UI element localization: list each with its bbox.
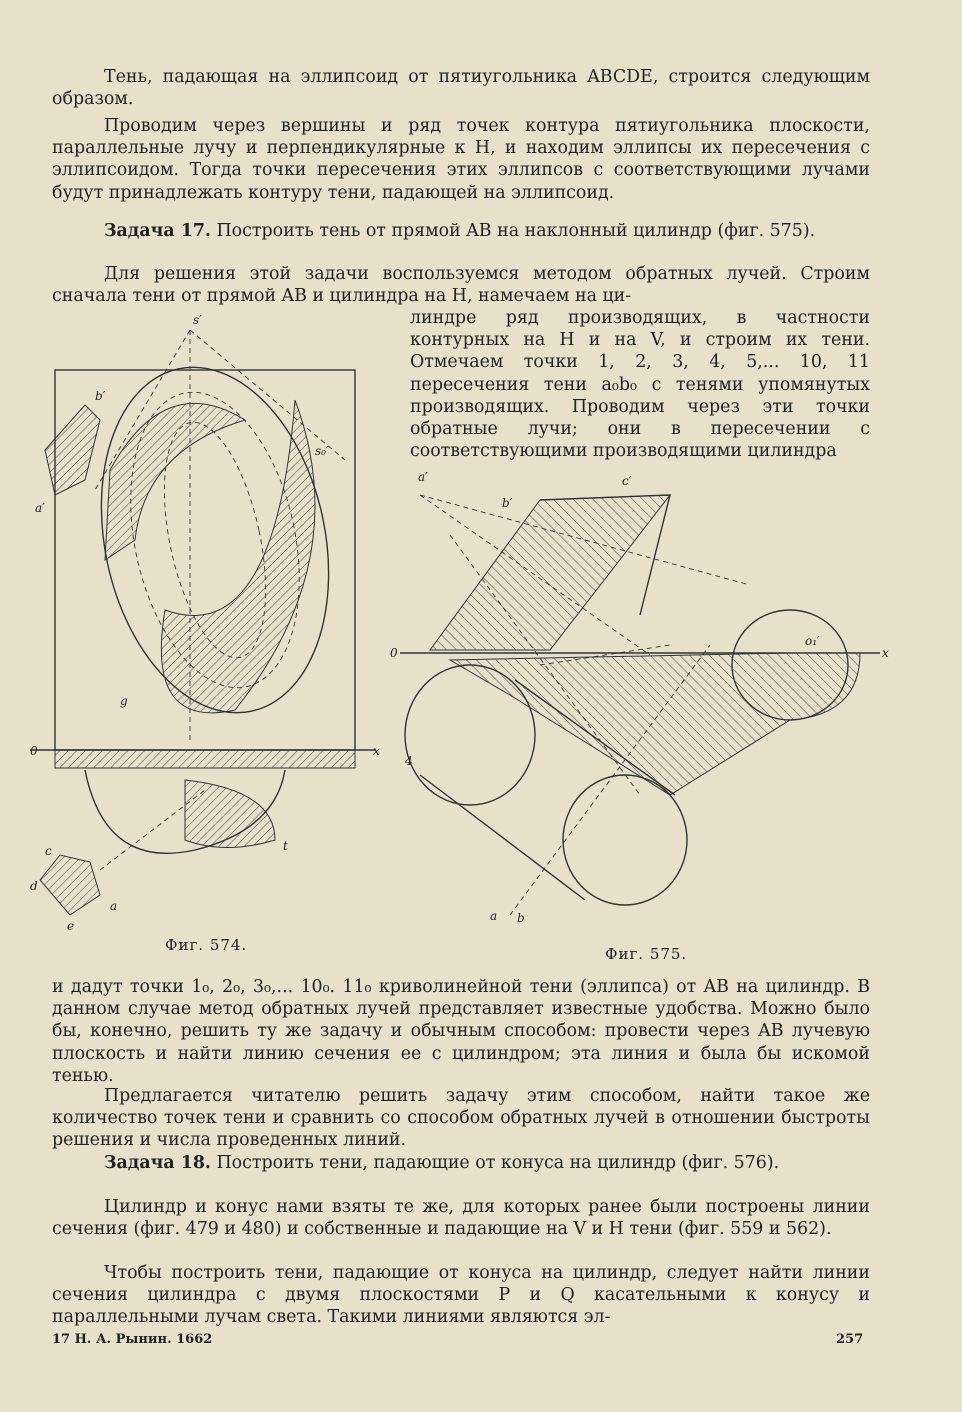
svg-text:b′: b′ — [502, 496, 513, 510]
task-17-label: Задача 17. — [104, 221, 211, 241]
paragraph-5: Предлагается читателю решить задачу этим способом, найти такое же количество точек тени и сравнить со способом обратных лучей в отношении быстроты решения и числа проведенных линий. — [52, 1086, 870, 1151]
svg-text:c: c — [45, 844, 52, 858]
svg-text:x: x — [373, 744, 380, 758]
svg-text:a: a — [490, 909, 498, 923]
paragraph-4: и дадут точки 1₀, 2₀, 3₀,... 10₀. 11₀ криволинейной тени (эллипса) от AB на цилиндр. В данном случае метод обратных лучей представляет известные удобства. Можно было бы, конечно, решить ту же задачу и обычным способом: провести через AB лучевую плоскость и найти линию сечения ее с цилиндром; эта линия и была бы искомой тенью. — [52, 977, 870, 1086]
task-18-text: Построить тени, падающие от конуса на цилиндр (фиг. 576). — [216, 1153, 780, 1173]
svg-text:d: d — [30, 879, 38, 893]
paragraph-2: Проводим через вершины и ряд точек контура пятиугольника плоскости, параллельные лучу и перпендикулярные к H, и находим эллипсы их пересечения с эллипсоидом. Тогда точки пересечения этих эллипсов с соответствующими лучами будут принадлежать контуру тени, падающей на эллипсоид. — [52, 116, 870, 203]
svg-text:o₁′: o₁′ — [805, 634, 820, 648]
svg-text:b′: b′ — [95, 389, 106, 403]
svg-text:x: x — [882, 646, 889, 660]
svg-text:0: 0 — [390, 646, 398, 660]
task-18-label: Задача 18. — [104, 1153, 211, 1173]
paragraph-6: Цилиндр и конус нами взяты те же, для которых ранее были построены линии сечения (фиг. 479 и 480) и собственные и падающие на V и H тени (фиг. 559 и 562). — [52, 1197, 870, 1240]
svg-text:e: e — [67, 919, 75, 930]
svg-text:a: a — [110, 899, 118, 913]
svg-text:g: g — [120, 694, 128, 708]
svg-text:a′: a′ — [35, 501, 45, 515]
svg-text:c′: c′ — [622, 474, 632, 488]
footer-signature: 17 Н. А. Рынин. 1662 — [52, 1332, 213, 1347]
task-17 — [52, 220, 870, 242]
paragraph-3-wrap: линдре ряд производящих, в частности контурных на H и на V, и строим их тени. Отмечаем точки 1, 2, 3, 4, 5,... 10, 11 пересечения тени a₀b₀ с тенями упомянутых производящих. Проводим через эти точки обратные лучи; они в пересечении с соответствующими производящими цилиндра — [410, 308, 870, 462]
paragraph-1: Тень, падающая на эллипсоид от пятиугольника ABCDE, строится следующим образом. — [52, 67, 870, 110]
caption-fig-575: Фиг. 575. — [605, 945, 688, 963]
caption-fig-574: Фиг. 574. — [165, 936, 248, 954]
svg-text:a′: a′ — [418, 470, 428, 484]
figure-575 — [390, 465, 900, 935]
svg-text:s₀′: s₀′ — [315, 444, 329, 458]
page-number: 257 — [836, 1332, 864, 1347]
svg-text:b: b — [517, 911, 525, 925]
paragraph-7: Чтобы построить тени, падающие от конуса на цилиндр, следует найти линии сечения цилиндра с двумя плоскостями P и Q касательными к конусу и параллельными лучам света. Такими линиями являются эл- — [52, 1263, 870, 1328]
svg-text:s′: s′ — [193, 313, 202, 327]
task-17-text: Построить тень от прямой AB на наклонный цилиндр (фиг. 575). — [216, 221, 816, 241]
svg-text:4: 4 — [405, 754, 413, 768]
task-18 — [52, 1152, 870, 1174]
figure-574 — [25, 310, 395, 930]
svg-text:0: 0 — [30, 744, 38, 758]
svg-text:t: t — [283, 839, 288, 853]
paragraph-3: Для решения этой задачи воспользуемся методом обратных лучей. Строим сначала тени от прямой AB и цилиндра на H, намечаем на ци- — [52, 264, 870, 307]
